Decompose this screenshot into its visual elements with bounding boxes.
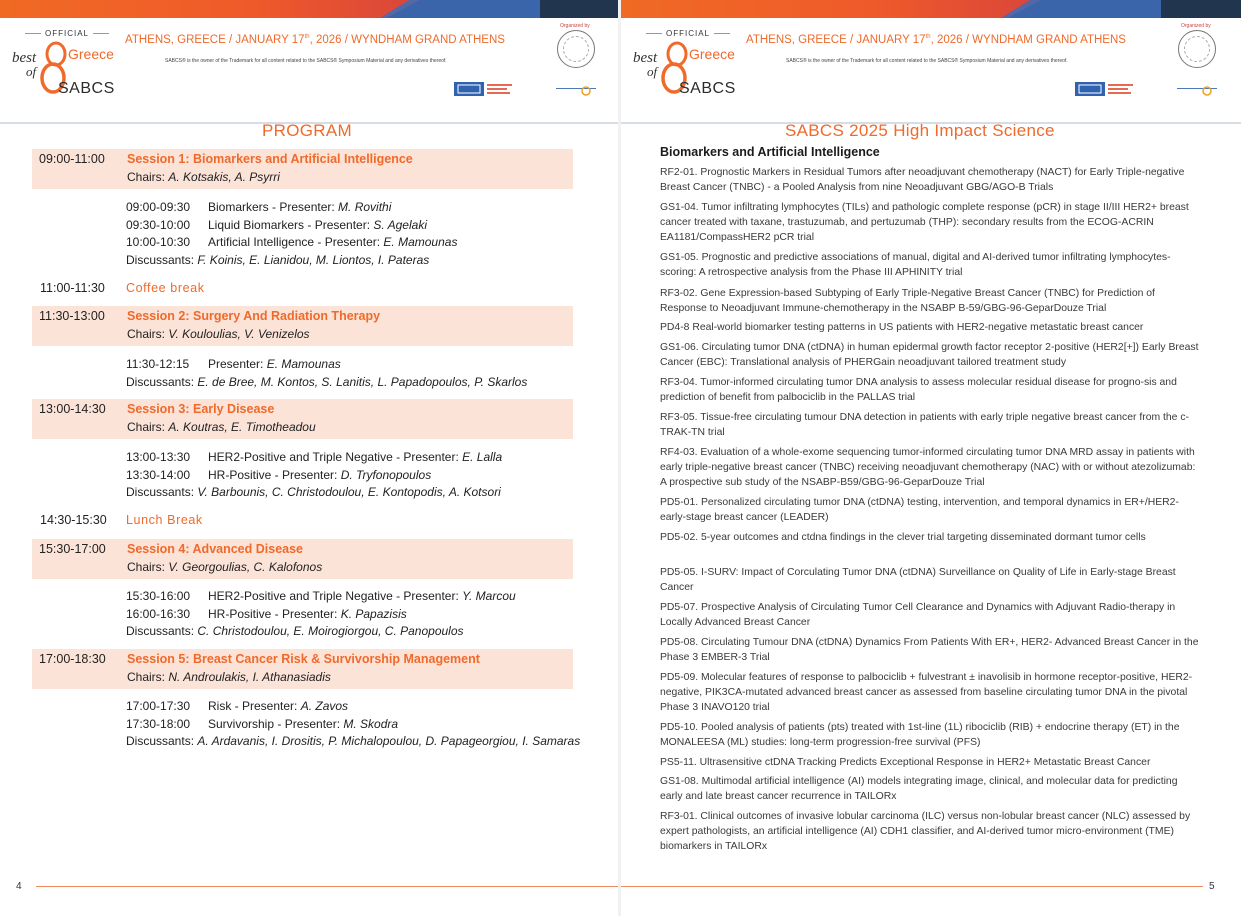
official-label: OFFICIAL xyxy=(20,29,114,38)
session-chairs: Chairs: A. Kotsakis, A. Psyrri xyxy=(127,170,280,184)
logo-of-text: of xyxy=(647,64,658,79)
top-banner xyxy=(0,0,620,18)
logo-sabcs-text: SABCS xyxy=(58,80,115,97)
talk-item: 17:00-17:30 Risk - Presenter: A. Zavos xyxy=(126,699,349,713)
session-chairs: Chairs: A. Koutras, E. Timotheadou xyxy=(127,420,316,434)
abstract-item: GS1-04. Tumor infiltrating lymphocytes (TILs) and pathologic complete response (pCR) in stage II/III HER2+ breast cancer treated with taxane, trastuzumab, and pertuzumab (THP): secondary results from the ECOG-ACRIN EA1181/CompassHER2 pCR trial xyxy=(660,202,1189,244)
organized-by-label: Organized by xyxy=(560,23,590,29)
logo-greece-text: Greece xyxy=(68,46,114,62)
talk-item: 16:00-16:30 HR-Positive - Presenter: K. Papazisis xyxy=(126,606,407,621)
talk-item: 13:00-13:30 HER2-Positive and Triple Negative - Presenter: E. Lalla xyxy=(126,450,503,464)
talk-item: 15:30-16:00 HER2-Positive and Triple Negative - Presenter: Y. Marcou xyxy=(126,589,516,603)
right-page xyxy=(621,0,1241,916)
session-time: 17:00-18:30 xyxy=(39,652,106,666)
abstract-item: PD5-02. 5-year outcomes and ctdna findings in the clever trial targeting disseminated dormant tumor cells xyxy=(660,532,1146,543)
official-label: OFFICIAL xyxy=(641,29,735,38)
footer-rule xyxy=(621,886,1203,887)
program-title: PROGRAM xyxy=(262,121,352,140)
session-2-block xyxy=(32,306,573,346)
session-5-block xyxy=(32,649,573,689)
talk-item: 11:30-12:15 Presenter: E. Mamounas xyxy=(126,357,341,371)
session-time: 13:00-14:30 xyxy=(39,402,106,416)
talk-item: 13:30-14:00 HR-Positive - Presenter: D. Tryfonopoulos xyxy=(126,467,432,482)
session-chairs: Chairs: V. Kouloulias, V. Venizelos xyxy=(127,327,310,341)
discussants-line: Discussants: C. Christodoulou, E. Moirogiorgou, C. Panopoulos xyxy=(126,624,464,638)
abstract-item: RF4-03. Evaluation of a whole-exome sequencing tumor-informed circulating tumor DNA MRD assay in patients with early triple-negative breast cancer (TNBC) receiving neoadjuvant chemotherapy (NAC) with or without atezolizumab: A prospective sub study of the NSABP-B59/GBG-96-GeparDouze Trial xyxy=(660,447,1196,489)
session-name: Session 5: Breast Cancer Risk & Survivorship Management xyxy=(127,652,480,666)
footer-rule xyxy=(36,886,620,887)
session-name: Session 4: Advanced Disease xyxy=(127,542,304,556)
lunch-break-row: 14:30-15:30 Lunch Break xyxy=(40,513,203,527)
subheading: Biomarkers and Artificial Intelligence xyxy=(660,145,880,159)
coffee-break-row: 11:00-11:30 Coffee break xyxy=(40,281,205,295)
session-chairs: Chairs: N. Androulakis, I. Athanasiadis xyxy=(127,670,331,684)
abstract-item: PD5-09. Molecular features of response to palbociclib + fulvestrant ± inavolisib in hormone receptor-positive, HER2-negative, PIK3CA-mutated advanced breast cancer as assessed from baseline circulating tumor DNA in the pivotal Phase 3 INAVO120 trial xyxy=(660,672,1193,714)
page-header xyxy=(0,18,620,106)
abstract-item: RF3-01. Clinical outcomes of invasive lobular carcinoma (ILC) versus non-lobular breast cancer (NLC) assessed by expert pathologists, an artificial intelligence (AI) CDH1 classifier, and AI-derived tumor micro-environment (TME) biomarkers in TAILORx xyxy=(660,811,1191,853)
logo-of-text: of xyxy=(26,64,37,79)
session-time: 11:30-13:00 xyxy=(39,309,105,323)
discussants-line: Discussants: F. Koinis, E. Lianidou, M. Liontos, I. Pateras xyxy=(126,252,430,267)
event-line: ATHENS, GREECE / JANUARY 17th, 2026 / WYNDHAM GRAND ATHENS xyxy=(746,34,1126,46)
society-seal-icon xyxy=(1178,30,1216,68)
top-banner xyxy=(621,0,1241,18)
logo-sabcs-text: SABCS xyxy=(679,80,736,97)
abstract-item: GS1-08. Multimodal artificial intelligence (AI) models integrating image, clinical, and molecular data for predicting early and late breast cancer recurrence in TAILORx xyxy=(660,776,1178,803)
left-page xyxy=(0,0,620,916)
session-time: 09:00-11:00 xyxy=(39,152,105,166)
sabcs-badge-icon xyxy=(1075,82,1133,96)
discussants-line: Discussants: V. Barbounis, C. Christodoulou, E. Kontopodis, A. Kotsori xyxy=(126,485,501,499)
high-impact-title: SABCS 2025 High Impact Science xyxy=(785,121,1055,140)
sabcs-badge-icon xyxy=(454,82,512,96)
session-3-block xyxy=(32,399,573,439)
event-line: ATHENS, GREECE / JANUARY 17th, 2026 / WYNDHAM GRAND ATHENS xyxy=(125,34,505,46)
discussants-line: Discussants: A. Ardavanis, I. Drositis, P. Michalopoulou, D. Papageorgiou, I. Samaras xyxy=(126,734,581,748)
discussants-line: Discussants: E. de Bree, M. Kontos, S. Lanitis, L. Papadopoulos, P. Skarlos xyxy=(126,374,528,389)
talk-item: 17:30-18:00 Survivorship - Presenter: M. Skodra xyxy=(126,716,399,731)
abstract-item: RF3-04. Tumor-informed circulating tumor DNA analysis to assess molecular residual disease for progno-sis and prediction of benefit from palbociclib in the PALLAS trial xyxy=(660,377,1177,404)
trademark-notice: SABCS® is the owner of the Trademark for all content related to the SABCS® Symposium Material and any derivatives thereof. xyxy=(786,58,1068,64)
logo-best-text: best xyxy=(12,50,37,66)
abstract-item: PS5-11. Ultrasensitive ctDNA Tracking Predicts Exceptional Response in HER2+ Metastatic Breast Cancer xyxy=(660,757,1151,768)
page-header xyxy=(621,18,1241,106)
abstract-item: PD5-10. Pooled analysis of patients (pts) treated with 1st-line (1L) ribociclib (RIB) + endocrine therapy (ET) in the MONALEESA (ML) studies: long-term progression-free survival (PFS) xyxy=(660,722,1180,749)
session-time: 15:30-17:00 xyxy=(39,542,106,556)
talk-item: 09:30-10:00 Liquid Biomarkers - Presenter: S. Agelaki xyxy=(126,217,427,232)
encore-logo-icon xyxy=(1177,79,1217,99)
logo-greece-text: Greece xyxy=(689,46,735,62)
abstract-item: PD5-01. Personalized circulating tumor DNA (ctDNA) testing, intervention, and temporal dynamics in ER+/HER2- early-stage breast cancer (LEADER) xyxy=(660,497,1179,524)
session-1-block xyxy=(32,149,573,189)
abstract-item: RF3-05. Tissue-free circulating tumour DNA detection in patients with early triple negative breast cancer from the c-TRAK-TN trial xyxy=(660,412,1190,439)
abstract-item: RF3-02. Gene Expression-based Subtyping of Early Triple-Negative Breast Cancer (TNBC) for Prediction of Response to Neoadjuvant Immune-chemotherapy in the NSABP B-59/GBG-96-GeparDouze Trial xyxy=(660,288,1155,315)
abstract-item: GS1-06. Circulating tumor DNA (ctDNA) in human epidermal growth factor receptor 2-positive (HER2[+]) Early Breast Cancer (EBC): Translational analysis of PHERGain neoadjuvant tailored treatment study xyxy=(660,342,1199,369)
session-name: Session 2: Surgery And Radiation Therapy xyxy=(127,309,381,323)
session-name: Session 3: Early Disease xyxy=(127,402,275,416)
abstract-item: PD4-8 Real-world biomarker testing patterns in US patients with HER2-negative metastatic breast cancer xyxy=(660,322,1144,333)
session-name: Session 1: Biomarkers and Artificial Intelligence xyxy=(127,152,413,166)
abstract-item: PD5-07. Prospective Analysis of Circulating Tumor Cell Clearance and Dynamics with Adjuvant Radio-therapy in Locally Advanced Breast Cancer xyxy=(660,602,1176,629)
organized-by-label: Organized by xyxy=(1181,23,1211,29)
encore-logo-icon xyxy=(556,79,596,99)
abstract-item: RF2-01. Prognostic Markers in Residual Tumors after neoadjuvant chemotherapy (NACT) for Early Triple-negative Breast Cancer (TNBC) - a Pooled Analysis from nine Neoadjuvant GBG/AGO-B Trials xyxy=(660,167,1185,194)
abstract-item: PD5-08. Circulating Tumour DNA (ctDNA) Dynamics From Patients With ER+, HER2- Advanced Breast Cancer in the Phase 3 EMBER-3 Trial xyxy=(660,637,1199,664)
abstract-item: GS1-05. Prognostic and predictive associations of manual, digital and AI-derived tumor infiltrating lymphocytes-scoring: A retrospective analysis from the Phase III APHINITY trial xyxy=(660,252,1171,279)
society-seal-icon xyxy=(557,30,595,68)
logo-best-text: best xyxy=(633,50,658,66)
session-4-block xyxy=(32,539,573,579)
page-number: 5 xyxy=(1209,881,1215,892)
talk-item: 10:00-10:30 Artificial Intelligence - Presenter: E. Mamounas xyxy=(126,235,458,249)
talk-item: 09:00-09:30 Biomarkers - Presenter: M. Rovithi xyxy=(126,200,392,214)
abstract-item: PD5-05. I-SURV: Impact of Corculating Tumor DNA (ctDNA) Surveillance on Quality of Life in Early-stage Breast Cancer xyxy=(660,567,1176,594)
page-number: 4 xyxy=(16,881,22,892)
session-chairs: Chairs: V. Georgoulias, C. Kalofonos xyxy=(127,560,323,574)
trademark-notice: SABCS® is the owner of the Trademark for all content related to the SABCS® Symposium Material and any derivatives thereof. xyxy=(165,58,447,64)
